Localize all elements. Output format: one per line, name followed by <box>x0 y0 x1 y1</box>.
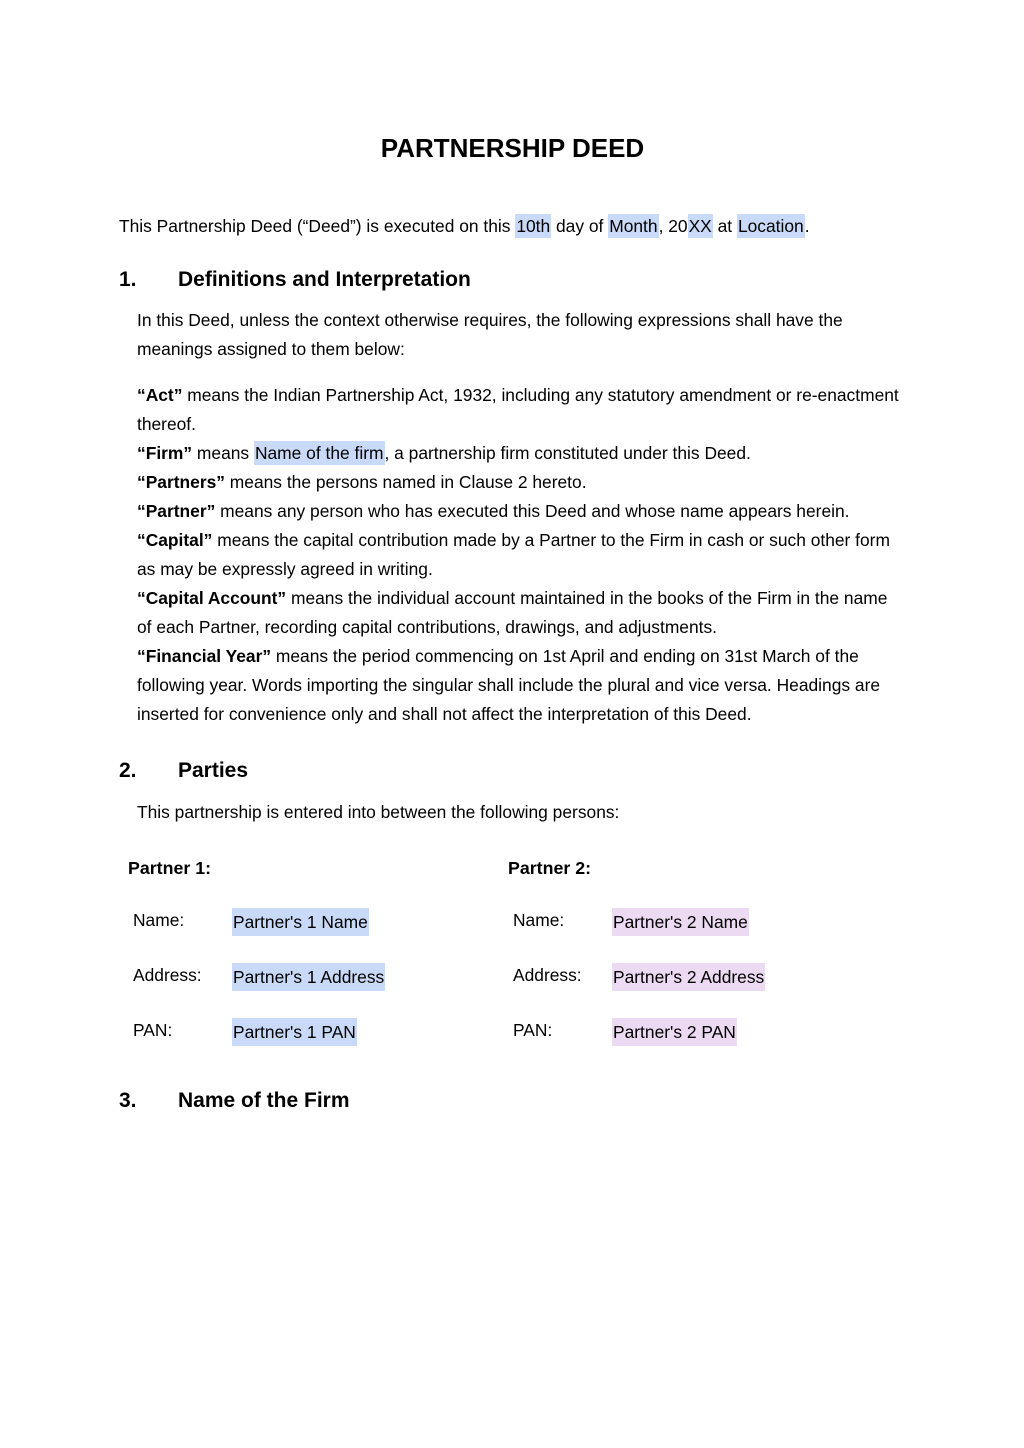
location-placeholder-field[interactable]: Location <box>737 216 804 236</box>
partner-2-address-label: Address: <box>513 965 582 985</box>
definitions-list <box>137 381 906 729</box>
partner-1-name-field[interactable]: Partner's 1 Name <box>232 908 369 936</box>
section-2-heading <box>119 758 906 784</box>
firm-name-placeholder-field[interactable]: Name of the firm <box>254 443 384 463</box>
execution-text-5: . <box>804 216 810 236</box>
partner-2-address-field[interactable]: Partner's 2 Address <box>612 963 765 991</box>
partners-table <box>128 856 906 1046</box>
partner-1-pan-row <box>133 1018 508 1046</box>
execution-text-4: at <box>712 216 737 236</box>
definition-firm-text-after: , a partnership firm constituted under this Deed. <box>384 443 751 463</box>
definition-firm-term: “Firm” <box>137 443 193 463</box>
execution-paragraph <box>119 211 906 241</box>
parties-lead-paragraph: This partnership is entered into between the following persons: <box>137 802 620 822</box>
partner-2-name-label: Name: <box>513 910 565 930</box>
section-1-number: 1. <box>119 268 137 291</box>
definition-partners <box>137 468 906 497</box>
definition-act-term: “Act” <box>137 385 183 405</box>
partner-2-name-field[interactable]: Partner's 2 Name <box>612 908 749 936</box>
partner-1-column <box>128 856 508 1046</box>
definition-partner-text: means any person who has executed this Deed and whose name appears herein. <box>215 501 850 521</box>
definition-partners-term: “Partners” <box>137 472 225 492</box>
definition-capital-account-term: “Capital Account” <box>137 588 287 608</box>
partner-1-name-row <box>133 908 508 936</box>
definition-capital <box>137 526 906 584</box>
partner-2-header: Partner 2: <box>508 858 592 878</box>
execution-text-1: This Partnership Deed (“Deed”) is executed on this <box>119 216 516 236</box>
month-placeholder-field[interactable]: Month <box>609 216 658 236</box>
definition-capital-text: means the capital contribution made by a Partner to the Firm in cash or such other form as may be expressly agreed in writing. <box>137 530 890 579</box>
definition-partner-term: “Partner” <box>137 501 216 521</box>
partner-2-pan-field[interactable]: Partner's 2 PAN <box>612 1018 737 1046</box>
partner-1-pan-field[interactable]: Partner's 1 PAN <box>232 1018 357 1046</box>
definition-financial-year-text: means the period commencing on 1st April and ending on 31st March of the following year. Words importing the singular shall include the plural and vice versa. Headings are inserted for convenience only and shall not affect the interpretation of this Deed. <box>137 646 881 724</box>
partner-1-name-label: Name: <box>133 910 185 930</box>
year-placeholder-field[interactable]: XX <box>688 216 712 236</box>
document-title: PARTNERSHIP DEED <box>380 133 645 163</box>
partner-1-header: Partner 1: <box>128 858 212 878</box>
partner-1-address-row <box>133 963 508 991</box>
execution-text-2: day of <box>551 216 609 236</box>
partner-1-address-field[interactable]: Partner's 1 Address <box>232 963 385 991</box>
definition-act <box>137 381 906 439</box>
definition-partner <box>137 497 906 526</box>
partner-2-column <box>508 856 906 1046</box>
definition-capital-term: “Capital” <box>137 530 213 550</box>
section-1-title: Definitions and Interpretation <box>178 268 471 291</box>
definition-financial-year <box>137 642 906 729</box>
section-1-heading <box>119 267 906 293</box>
partner-1-address-label: Address: <box>133 965 202 985</box>
partner-2-pan-label: PAN: <box>513 1020 553 1040</box>
section-2-title: Parties <box>178 759 249 782</box>
section-3-number: 3. <box>119 1089 137 1112</box>
partner-2-name-row <box>513 908 906 936</box>
execution-text-3: , 20 <box>658 216 688 236</box>
definition-partners-text: means the persons named in Clause 2 hereto. <box>224 472 587 492</box>
definition-capital-account-text: means the individual account maintained in the books of the Firm in the name of each Partner, recording capital contributions, drawings, and adjustments. <box>137 588 888 637</box>
day-placeholder-field[interactable]: 10th <box>516 216 551 236</box>
partner-2-address-row <box>513 963 906 991</box>
partner-2-pan-row <box>513 1018 906 1046</box>
definition-firm-text-before: means <box>192 443 254 463</box>
definition-act-text: means the Indian Partnership Act, 1932, including any statutory amendment or re-enactment thereof. <box>137 385 899 434</box>
definition-financial-year-term: “Financial Year” <box>137 646 272 666</box>
definitions-lead-paragraph: In this Deed, unless the context otherwise requires, the following expressions shall have the meanings assigned to them below: <box>137 310 843 359</box>
section-3-title: Name of the Firm <box>178 1089 350 1112</box>
partner-1-pan-label: PAN: <box>133 1020 173 1040</box>
section-2-number: 2. <box>119 759 137 782</box>
section-3-heading <box>119 1088 906 1114</box>
definition-capital-account <box>137 584 906 642</box>
definition-firm <box>137 439 906 468</box>
